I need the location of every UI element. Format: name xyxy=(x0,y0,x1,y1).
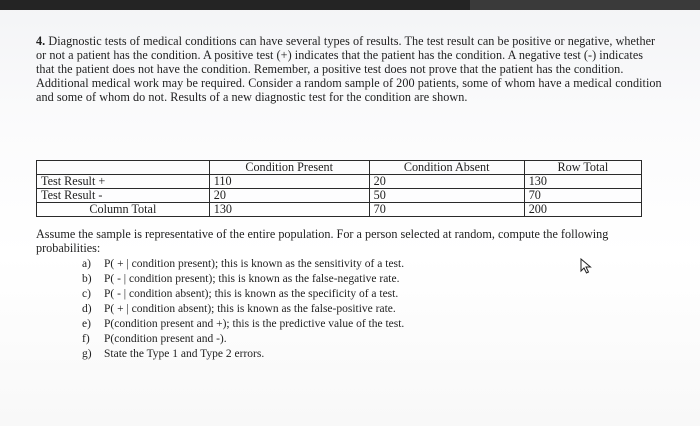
list-item xyxy=(82,272,404,287)
item-marker: c) xyxy=(82,288,91,300)
question-list xyxy=(82,257,404,362)
list-item xyxy=(82,257,404,272)
item-text: P( + | condition present); this is known as the sensitivity of a test. xyxy=(104,258,405,270)
mouse-pointer-icon xyxy=(580,258,594,274)
header-row-total: Row Total xyxy=(524,161,641,175)
cell-total: 130 xyxy=(524,175,641,189)
item-text: P( - | condition absent); this is known as the specificity of a test. xyxy=(104,288,399,300)
item-marker: g) xyxy=(82,348,92,360)
list-item xyxy=(82,347,404,362)
item-marker: e) xyxy=(82,318,91,330)
problem-number: 4. xyxy=(36,34,46,48)
table-row xyxy=(37,189,642,203)
cell-present: 20 xyxy=(209,189,369,203)
table-row xyxy=(37,175,642,189)
header-condition-absent: Condition Absent xyxy=(369,161,524,175)
cell-total: 200 xyxy=(524,203,641,217)
list-item xyxy=(82,317,404,332)
problem-intro xyxy=(36,34,664,104)
row-label: Column Total xyxy=(37,203,210,217)
item-text: State the Type 1 and Type 2 errors. xyxy=(104,348,265,360)
table-row xyxy=(37,203,642,217)
cell-total: 70 xyxy=(524,189,641,203)
instructions: Assume the sample is representative of the entire population. For a person selected at random, compute the following probabilities: xyxy=(36,227,609,255)
cell-present: 110 xyxy=(209,175,369,189)
list-item xyxy=(82,302,404,317)
list-item xyxy=(82,287,404,302)
problem-text: Diagnostic tests of medical conditions can have several types of results. The test result can be positive or negative, whether or not a patient has the condition. A positive test (+) indicates that the patient has the condition. A negative test (-) indicates that the patient does not have the condition. Remember, a positive test does not prove that the patient has the condition. Additional medical work may be required. Consider a random sample of 200 patients, some of whom have a medical condition and some of whom do not. Results of a new diagnostic test for the condition are shown. xyxy=(36,34,662,105)
results-table xyxy=(36,160,642,217)
table-header-row xyxy=(37,161,642,175)
header-condition-present: Condition Present xyxy=(209,161,369,175)
list-item xyxy=(82,332,404,347)
item-text: P( + | condition absent); this is known as the false-positive rate. xyxy=(104,303,396,315)
item-marker: a) xyxy=(82,258,91,270)
top-edge-bar xyxy=(0,0,700,10)
item-marker: d) xyxy=(82,303,92,315)
item-text: P( - | condition present); this is known as the false-negative rate. xyxy=(104,273,400,285)
item-text: P(condition present and -). xyxy=(104,333,227,345)
row-label: Test Result - xyxy=(37,189,210,203)
header-blank xyxy=(37,161,210,175)
item-text: P(condition present and +); this is the predictive value of the test. xyxy=(104,318,405,330)
row-label: Test Result + xyxy=(37,175,210,189)
item-marker: f) xyxy=(82,333,90,345)
cell-absent: 50 xyxy=(369,189,524,203)
cell-present: 130 xyxy=(209,203,369,217)
cell-absent: 20 xyxy=(369,175,524,189)
cell-absent: 70 xyxy=(369,203,524,217)
item-marker: b) xyxy=(82,273,92,285)
